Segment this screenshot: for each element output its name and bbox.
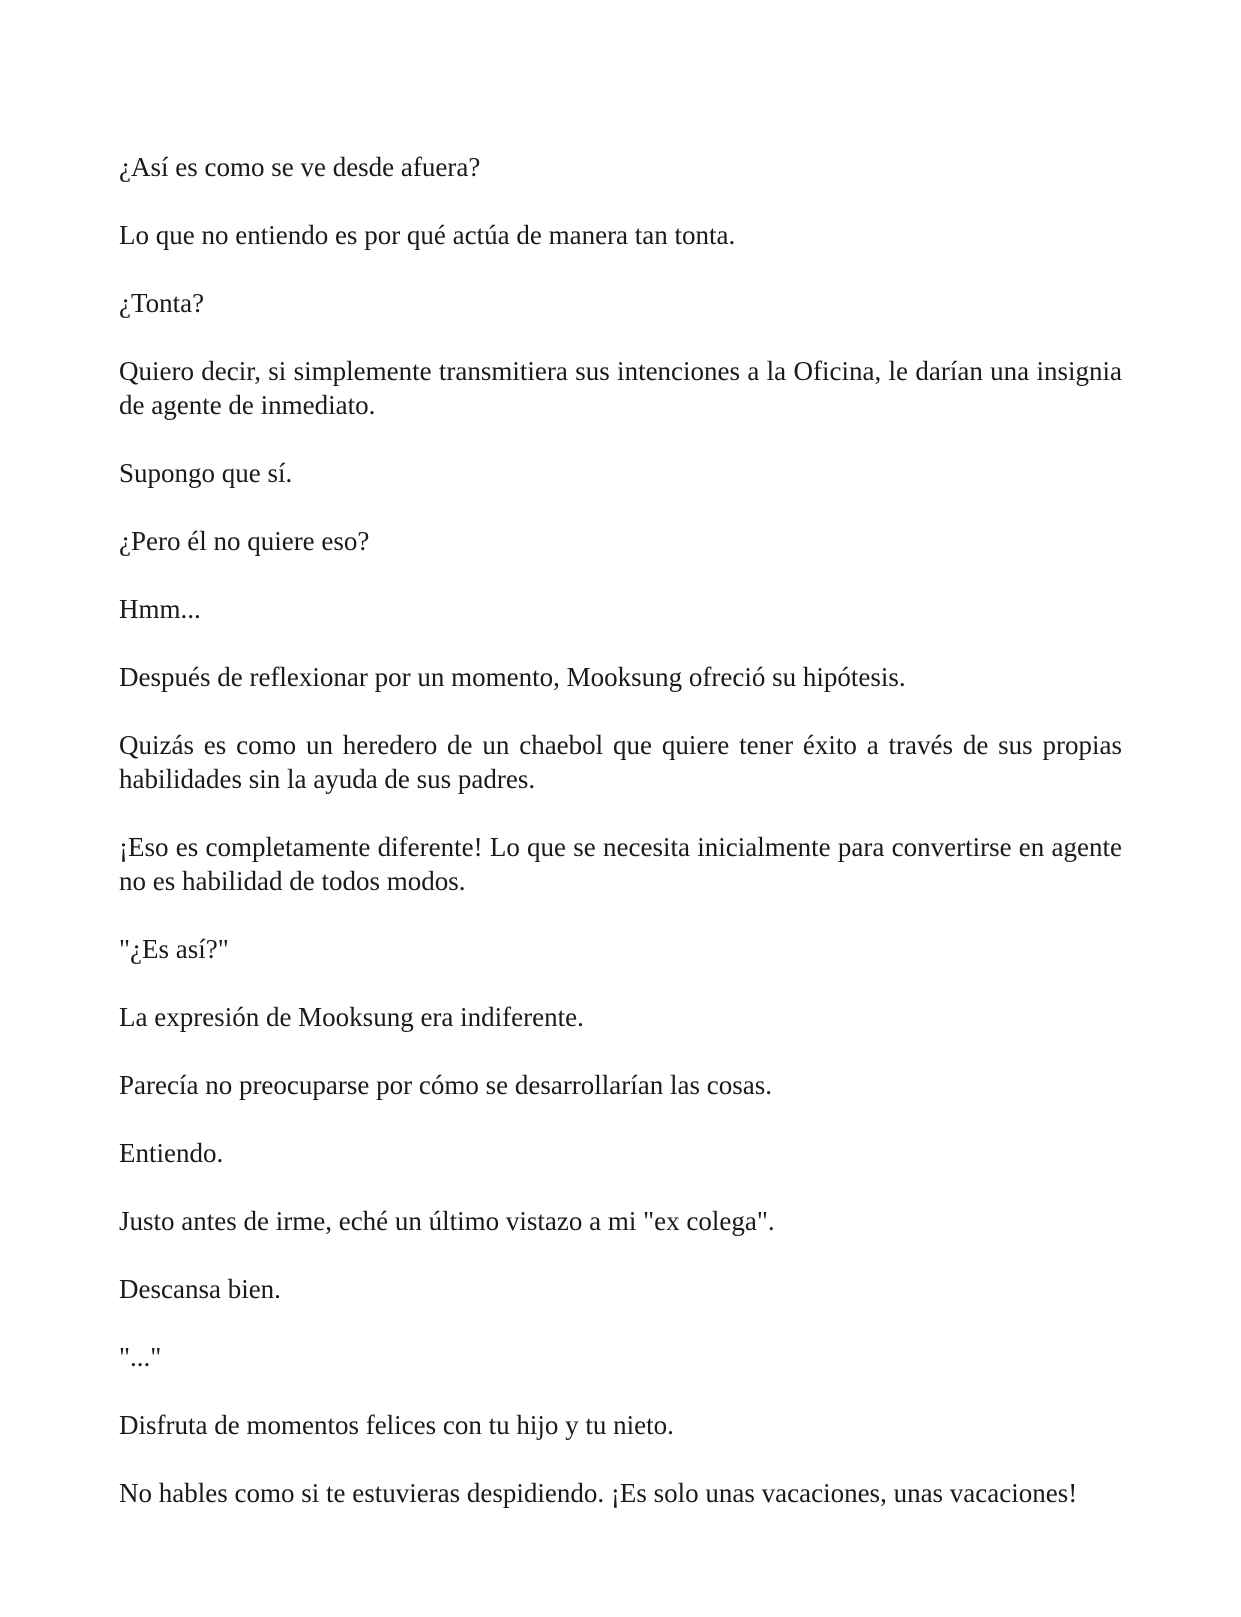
paragraph: Quizás es como un heredero de un chaebol que quiere tener éxito a través de sus propias habilidades sin la ayuda de sus padres. (119, 730, 1122, 794)
paragraph: Justo antes de irme, eché un último vistazo a mi "ex colega". (119, 1206, 775, 1236)
paragraph: Quiero decir, si simplemente transmitiera sus intenciones a la Oficina, le darían una insignia de agente de inmediato. (119, 356, 1122, 420)
paragraph: ¿Pero él no quiere eso? (119, 526, 370, 556)
paragraph: Disfruta de momentos felices con tu hijo y tu nieto. (119, 1410, 674, 1440)
paragraph: Descansa bien. (119, 1274, 281, 1304)
paragraph: Después de reflexionar por un momento, Mooksung ofreció su hipótesis. (119, 662, 906, 692)
paragraph: Lo que no entiendo es por qué actúa de manera tan tonta. (119, 220, 736, 250)
paragraph: Parecía no preocuparse por cómo se desarrollarían las cosas. (119, 1070, 772, 1100)
paragraph: ¿Tonta? (119, 288, 205, 318)
paragraph: "..." (119, 1342, 162, 1372)
paragraph: No hables como si te estuvieras despidiendo. ¡Es solo unas vacaciones, unas vacaciones! (119, 1478, 1078, 1508)
document-body (119, 150, 1122, 1544)
paragraph: La expresión de Mooksung era indiferente. (119, 1002, 584, 1032)
paragraph: "¿Es así?" (119, 934, 229, 964)
paragraph: ¡Eso es completamente diferente! Lo que se necesita inicialmente para convertirse en agente no es habilidad de todos modos. (119, 832, 1122, 896)
paragraph: Supongo que sí. (119, 458, 293, 488)
paragraph: ¿Así es como se ve desde afuera? (119, 152, 481, 182)
paragraph: Hmm... (119, 594, 201, 624)
paragraph: Entiendo. (119, 1138, 224, 1168)
